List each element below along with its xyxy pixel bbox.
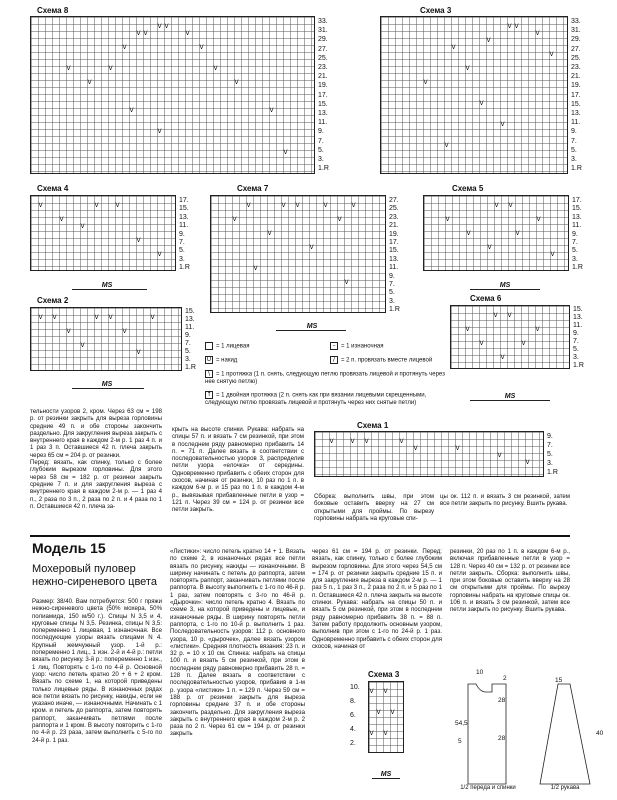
stitch-symbol-icon: V xyxy=(66,328,71,335)
s5-row-label: 9. xyxy=(572,230,578,238)
stitch-symbol-icon: V xyxy=(423,79,428,86)
s4-row-label: 3. xyxy=(179,255,185,263)
s8-row-label: 3. xyxy=(318,156,324,163)
stitch-symbol-icon: V xyxy=(157,128,162,135)
stitch-symbol-icon: V xyxy=(535,30,540,37)
scheme-1-title: Схема 1 xyxy=(357,421,389,430)
s8-row-label: 33. xyxy=(318,18,328,25)
s8-row-label: 31. xyxy=(318,27,328,35)
stitch-symbol-icon: V xyxy=(199,44,204,51)
stitch-symbol-icon: V xyxy=(115,202,120,209)
dim-54-5: 54,5 xyxy=(455,720,468,727)
s2-row-label: 15. xyxy=(185,308,195,315)
k2tog-symbol-icon: / xyxy=(330,356,338,364)
s3-row-label: 33. xyxy=(571,18,581,25)
s4-row-label: 5. xyxy=(179,247,185,255)
s2-row-label: 3. xyxy=(185,356,191,363)
s3-row-label: 27. xyxy=(571,45,581,53)
stitch-symbol-icon: V xyxy=(451,44,456,51)
scheme-5-ms-line xyxy=(470,289,540,290)
scheme-4-ms-line xyxy=(72,289,147,290)
s6-row-label: 11. xyxy=(573,322,583,329)
s3-row-label: 21. xyxy=(571,73,581,81)
stitch-symbol-icon: V xyxy=(521,340,526,347)
stitch-symbol-icon: V xyxy=(508,202,513,209)
s6-row-label: 5. xyxy=(573,346,579,353)
s7-row-label: 9. xyxy=(389,272,395,280)
stitch-symbol-icon: V xyxy=(246,202,251,209)
s7-row-label: 1.R xyxy=(389,306,400,314)
s1-row-label: 7. xyxy=(547,442,553,449)
stitch-symbol-icon: V xyxy=(136,349,141,356)
sleeve-outline xyxy=(540,684,590,784)
stitch-symbol-icon: V xyxy=(59,216,64,223)
bottom-col-2: «Листики»: число петель кратно 14 + 1. Вязать по схеме 2, в изнаночных рядах все петли вязать по рисунку, накиды — изнаночными. В ширину начинать с петель до раппорта, затем повторять раппорт, заканчивать петлями после раппорта. В высоту выполнить с 1-го по 46-й р. 1 раз, затем повторять с 3-го по 46-й р. «Дырочки»: число петель кратно 4. Вязать по схеме 3, на которой приведены и лицевые, и изнаночные ряды. В ширину повторять петли раппорта, с 1-го по 10-й р. выполнить 1 раз. Последовательность узоров: 112 р. основного узора, 10 р. «дырочек», далее вязать узором «листики». Средняя плотность вязания: 23 п. и 32 р. = 10 х 10 см. Спинка: набрать на спицы 100 п. и вязать 5 см резинкой, при этом в последнем ряду равномерно прибавить 28 п. = 128 п. Далее вязать в соответствии с последовательностью узоров, прибавив в 1-м р. узора «листики» 1 п. = 129 п. Через 59 см = 188 р. от резинки закрыть для выреза горловины средние 37 п. и обе стороны закончить раздельно. Для закругления выреза закрыть с внутреннего края в каждом 2-м р. 2 раза по 2 п. Через 61 см = 194 р. от резинки закрыть xyxy=(170,548,305,738)
stitch-symbol-icon: V xyxy=(486,37,491,44)
s8-row-label: 19. xyxy=(318,82,328,90)
scheme-3b-ms-line xyxy=(372,778,400,779)
stitch-symbol-icon: V xyxy=(390,709,395,716)
s4-row-label: 13. xyxy=(179,213,189,221)
s3b-row-label: 8. xyxy=(350,698,356,705)
s5-row-label: 13. xyxy=(572,213,582,221)
s2-row-label: 9. xyxy=(185,332,191,339)
stitch-symbol-icon: V xyxy=(94,202,99,209)
legend-double-slip: ↑ = 1 двойная протяжка (2 п. снять как при вязании лицевыми скрещенными, следующую петлю провязать лицевой и протянуть через них снятые петли) xyxy=(205,391,427,406)
stitch-symbol-icon: V xyxy=(232,216,237,223)
stitch-symbol-icon: V xyxy=(479,340,484,347)
stitch-symbol-icon: V xyxy=(281,202,286,209)
stitch-symbol-icon: V xyxy=(369,730,374,737)
stitch-symbol-icon: V xyxy=(376,709,381,716)
dim-2: 2 xyxy=(503,675,507,682)
dim-5: 5 xyxy=(458,738,462,745)
s6-row-label: 3. xyxy=(573,354,579,361)
s3-row-label: 13. xyxy=(571,110,581,117)
s3-row-label: 7. xyxy=(571,137,577,145)
scheme-3b-ms: MS xyxy=(380,771,392,778)
s6-row-label: 15. xyxy=(573,306,583,313)
stitch-symbol-icon: V xyxy=(525,459,530,466)
garment-schematic xyxy=(440,658,610,798)
legend-purl: – = 1 изнаночная xyxy=(330,342,450,351)
s3-row-label: 29. xyxy=(571,36,581,44)
dim-10: 10 xyxy=(476,669,484,676)
s2-row-label: 13. xyxy=(185,316,195,323)
stitch-symbol-icon: V xyxy=(383,688,388,695)
stitch-symbol-icon: V xyxy=(129,107,134,114)
stitch-symbol-icon: V xyxy=(108,314,113,321)
stitch-symbol-icon: V xyxy=(344,279,349,286)
stitch-symbol-icon: V xyxy=(80,223,85,230)
stitch-symbol-icon: V xyxy=(500,121,505,128)
s5-row-label: 5. xyxy=(572,247,578,255)
label-front-back: 1/2 переда и спинки xyxy=(460,785,516,791)
scheme-8-grid xyxy=(30,16,315,174)
stitch-symbol-icon: V xyxy=(38,202,43,209)
stitch-symbol-icon: V xyxy=(269,107,274,114)
scheme-2-ms-line xyxy=(72,388,144,389)
scheme-6-title: Схема 6 xyxy=(470,294,502,303)
s8-row-label: 7. xyxy=(318,137,324,145)
dim-28-b: 28 xyxy=(498,735,506,742)
text-col-1: тельности узоров 2, кром. Через 63 см = 198 р. от резинки закрыть для выреза горловины средние 49 п. и обе стороны закончить раздельно. Для закругления выреза закрыть с внутреннего края в каждом 2-м р. 1 раз 4 п. и 1 раз 3 п. Оставшиеся 42 п. плеча закрыть через 65 см = 204 р. от резинки. Перед: вязать, как спинку, только с более глубоким вырезом горловины. Для этого через 58 см = 182 р. от резинки закрыть средние 7 п. и для закругления выреза с внутреннего края в каждом 2-м р. — 1 раз 4 п., 2 раза по 3 п., 2 раза по 2 п. и 4 раза по 1 п. Оставшиеся 42 п. плеча за- xyxy=(30,408,162,510)
bottom-col-3: через 61 см = 194 р. от резинки. Перед: вязать, как спинку, только с более глубоким вырезом горловины. Для этого через 54,5 см = 174 р. от резинки закрыть средние 15 п. и для закругления выреза в каждом 2-м р. — 1 раз 5 п., 1 раз 3 п., 2 раза по 2 п. и 5 раз по 1 п. Оставшиеся 42 п. плеча закрыть на высоте спинки. Рукава: набрать на спицы 50 п. и вязать 5 см резинкой, при этом в последнем ряду равномерно прибавить 38 п. = 88 п. Затем работу продолжить основным узором, выполнив при этом с 1-го по 24-й р. 1 раз. Одновременно прибавить с обеих сторон для скосов, начиная от xyxy=(312,548,442,650)
s8-row-label: 27. xyxy=(318,45,328,53)
stitch-symbol-icon: V xyxy=(80,342,85,349)
s7-row-label: 3. xyxy=(389,297,395,305)
dim-40: 40 xyxy=(596,730,604,737)
s3b-row-label: 10. xyxy=(350,684,360,691)
stitch-symbol-icon: V xyxy=(369,688,374,695)
stitch-symbol-icon: V xyxy=(444,142,449,149)
stitch-symbol-icon: V xyxy=(309,244,314,251)
s8-row-label: 29. xyxy=(318,36,328,44)
stitch-symbol-icon: V xyxy=(507,312,512,319)
s5-row-label: 3. xyxy=(572,255,578,263)
dim-15: 15 xyxy=(555,677,563,684)
stitch-symbol-icon: V xyxy=(479,100,484,107)
s7-row-label: 27. xyxy=(389,197,399,204)
s8-row-label: 13. xyxy=(318,110,328,117)
stitch-symbol-icon: V xyxy=(329,438,334,445)
s5-row-label: 11. xyxy=(572,222,582,230)
scheme-7-ms-line xyxy=(276,330,346,331)
stitch-symbol-icon: V xyxy=(500,354,505,361)
s6-row-label: 7. xyxy=(573,338,579,345)
stitch-symbol-icon: V xyxy=(549,51,554,58)
bottom-col-1: Размер: 38/40. Вам потребуется: 500 г пряжи нежно-сиреневого цвета (50% мохера, 50% полиамида, 150 м/50 г.). Спицы N 3,5 и 4, круговые спицы N 3,5. Резинка, спицы N 3,5: попеременно 1 лицевая, 1 изнаночная. Все последующие узоры вязать спицами N 4. Крупный жемчужный узор. 1-й р.: попеременно 1 лиц., 1 изн. 2-й и 4-й р.: петли вязать по рисунку. 3-й р.: попеременно 1 изн., 1 лиц. Повторять с 1-го по 4-й р. Основной узор: число петель кратно 20 + 6 + 2 кром. Вязать по схеме 1, на которой приведены только лицевые ряды. В изнаночных рядах все петли вязать по рисунку, накиды, если не указано иначе, — изнаночными. Начинать с 1 кром. и петель до раппорта, затем повторять раппорт, заканчивать петлями после раппорта и 1 кром. В высоту повторить с 1-го по 4-й р. 23 раза, затем выполнить с 5-го по 24-й р. 1 раз. xyxy=(32,598,162,744)
stitch-symbol-icon: V xyxy=(515,230,520,237)
scheme-2-title: Схема 2 xyxy=(37,296,69,305)
s3-row-label: 15. xyxy=(571,100,581,108)
model-subtitle: Мохеровый пуловер нежно-сиреневого цвета xyxy=(32,563,157,588)
dim-28-a: 28 xyxy=(498,697,506,704)
stitch-symbol-icon: V xyxy=(493,312,498,319)
scheme-2-ms: MS xyxy=(101,381,113,388)
stitch-symbol-icon: V xyxy=(164,23,169,30)
s3b-row-label: 4. xyxy=(350,726,356,733)
s7-row-label: 15. xyxy=(389,247,399,255)
s3-row-label: 19. xyxy=(571,82,581,90)
s6-row-label: 13. xyxy=(573,314,583,321)
stitch-symbol-icon: V xyxy=(494,202,499,209)
stitch-symbol-icon: V xyxy=(413,445,418,452)
s3-row-label: 31. xyxy=(571,27,581,35)
stitch-symbol-icon: V xyxy=(465,65,470,72)
s1-row-label: 5. xyxy=(547,451,553,458)
model-title: Модель 15 xyxy=(32,540,106,556)
text-col-4: цы ок. 112 п. и вязать 3 см резинкой, затем все петли закрыть по рисунку. Вшить рукава. xyxy=(440,493,570,508)
s2-row-label: 11. xyxy=(185,324,195,331)
stitch-symbol-icon: V xyxy=(122,328,127,335)
stitch-symbol-icon: V xyxy=(253,265,258,272)
stitch-symbol-icon: V xyxy=(455,445,460,452)
stitch-symbol-icon: V xyxy=(52,314,57,321)
s6-row-label: 9. xyxy=(573,330,579,337)
s8-row-label: 5. xyxy=(318,146,324,154)
stitch-symbol-icon: V xyxy=(283,149,288,156)
stitch-symbol-icon: V xyxy=(94,314,99,321)
legend-slip: \ = 1 протяжка (1 п. снять, следующую петлю провязать лицевой и протянуть через нее снятую петлю) xyxy=(205,370,445,385)
stitch-symbol-icon: V xyxy=(364,438,369,445)
s1-row-label: 3. xyxy=(547,460,553,467)
s7-row-label: 25. xyxy=(389,205,399,213)
s2-row-label: 5. xyxy=(185,348,191,355)
s8-row-label: 15. xyxy=(318,100,328,108)
scheme-6-ms: MS xyxy=(504,393,516,400)
s7-row-label: 19. xyxy=(389,230,399,238)
scheme-7-title: Схема 7 xyxy=(237,184,269,193)
scheme-3-title: Схема 3 xyxy=(420,6,452,15)
text-col-2: крыть на высоте спинки. Рукава: набрать на спицы 57 п. и вязать 7 см резинкой, при этом в последнем ряду равномерно прибавить 14 п. = 71 п. Далее вязать в соответствии с последовательностью узоров 3, распределив петли узора «елочка» от середины. Одновременно прибавить с обеих сторон для скосов, начиная от резинки, 10 раз по 1 п. в каждом 6-м р. и 15 раз по 1 п. в каждом 4-м р., вывязывая прибавленные петли в узор = 121 п. Через 39 см = 124 р. от резинки все петли закрыть. xyxy=(172,426,304,514)
stitch-symbol-icon: V xyxy=(150,314,155,321)
scheme-7-ms: MS xyxy=(306,323,318,330)
s7-row-label: 11. xyxy=(389,264,399,272)
stitch-symbol-icon: V xyxy=(550,251,555,258)
stitch-symbol-icon: V xyxy=(350,438,355,445)
purl-symbol-icon: – xyxy=(330,342,338,350)
s7-row-label: 13. xyxy=(389,255,399,263)
stitch-symbol-icon: V xyxy=(295,202,300,209)
scheme-3-grid xyxy=(380,16,568,174)
stitch-symbol-icon: V xyxy=(87,79,92,86)
label-sleeve: 1/2 рукава xyxy=(550,785,580,791)
stitch-symbol-icon: V xyxy=(351,202,356,209)
stitch-symbol-icon: V xyxy=(66,65,71,72)
stitch-symbol-icon: V xyxy=(497,452,502,459)
stitch-symbol-icon: V xyxy=(445,216,450,223)
s8-row-label: 9. xyxy=(318,128,324,136)
s4-row-label: 9. xyxy=(179,230,185,238)
scheme-5-ms: MS xyxy=(499,282,511,289)
s3-row-label: 11. xyxy=(571,119,581,127)
scheme-8-title: Схема 8 xyxy=(37,6,69,15)
s7-row-label: 5. xyxy=(389,289,395,297)
stitch-symbol-icon: V xyxy=(267,230,272,237)
stitch-symbol-icon: V xyxy=(507,23,512,30)
double-slip-symbol-icon: ↑ xyxy=(206,391,212,398)
legend-k2tog: / = 2 п. провязать вместе лицевой xyxy=(330,356,455,365)
scheme-3b-title: Схема 3 xyxy=(368,670,400,679)
s3-row-label: 9. xyxy=(571,128,577,136)
s1-row-label: 9. xyxy=(547,433,553,440)
stitch-symbol-icon: V xyxy=(234,79,239,86)
s3b-row-label: 2. xyxy=(350,740,356,747)
stitch-symbol-icon: V xyxy=(143,30,148,37)
stitch-symbol-icon: V xyxy=(323,202,328,209)
s1-row-label: 1.R xyxy=(547,469,558,476)
s5-row-label: 17. xyxy=(572,197,582,204)
s3-row-label: 1.R xyxy=(571,165,582,173)
s8-row-label: 1.R xyxy=(318,165,329,173)
scheme-5-title: Схема 5 xyxy=(452,184,484,193)
stitch-symbol-icon: V xyxy=(514,23,519,30)
s8-row-label: 25. xyxy=(318,54,328,62)
s3-row-label: 3. xyxy=(571,156,577,163)
stitch-symbol-icon: V xyxy=(213,65,218,72)
stitch-symbol-icon: V xyxy=(399,438,404,445)
s8-row-label: 21. xyxy=(318,73,328,81)
scheme-6-ms-line xyxy=(470,400,550,401)
stitch-symbol-icon: V xyxy=(466,230,471,237)
s8-row-label: 11. xyxy=(318,119,328,127)
text-col-3: Сборка: выполнить швы, при этом боковые оставить вверху на 27 см открытыми для проймы. По вырезу горловины набрать на круговые спи- xyxy=(314,493,434,522)
s8-row-label: 17. xyxy=(318,91,328,99)
legend-yarn-over: U = накид xyxy=(206,356,238,364)
section-divider xyxy=(30,535,570,537)
stitch-symbol-icon: V xyxy=(185,30,190,37)
legend-knit: = 1 лицевая xyxy=(205,342,315,351)
s4-row-label: 15. xyxy=(179,205,189,213)
s3-row-label: 23. xyxy=(571,64,581,71)
stitch-symbol-icon: V xyxy=(535,326,540,333)
stitch-symbol-icon: V xyxy=(383,730,388,737)
scheme-4-ms: MS xyxy=(101,282,113,289)
stitch-symbol-icon: V xyxy=(536,216,541,223)
s7-row-label: 17. xyxy=(389,239,399,246)
slip-symbol-icon: \ xyxy=(205,370,213,378)
yarn-over-symbol-icon: U xyxy=(206,356,212,363)
s7-row-label: 23. xyxy=(389,213,399,221)
scheme-7-grid xyxy=(210,195,386,313)
s3-row-label: 25. xyxy=(571,54,581,62)
stitch-symbol-icon: V xyxy=(157,23,162,30)
s3-row-label: 17. xyxy=(571,91,581,99)
s6-row-label: 1.R xyxy=(573,362,584,369)
s4-row-label: 11. xyxy=(179,222,189,230)
stitch-symbol-icon: V xyxy=(38,314,43,321)
stitch-symbol-icon: V xyxy=(487,244,492,251)
knit-symbol-icon xyxy=(205,342,213,350)
s3-row-label: 5. xyxy=(571,146,577,154)
s2-row-label: 1.R xyxy=(185,364,196,371)
scheme-4-title: Схема 4 xyxy=(37,184,69,193)
stitch-symbol-icon: V xyxy=(337,216,342,223)
s5-row-label: 1.R xyxy=(572,264,583,272)
stitch-symbol-icon: V xyxy=(108,65,113,72)
s3b-row-label: 6. xyxy=(350,712,356,719)
stitch-symbol-icon: V xyxy=(157,251,162,258)
s4-row-label: 17. xyxy=(179,197,189,204)
s2-row-label: 7. xyxy=(185,340,191,347)
scheme-4-grid xyxy=(30,195,176,271)
s7-row-label: 7. xyxy=(389,281,395,288)
s5-row-label: 15. xyxy=(572,205,582,213)
s5-row-label: 7. xyxy=(572,239,578,246)
s4-row-label: 1.R xyxy=(179,264,190,272)
stitch-symbol-icon: V xyxy=(136,237,141,244)
s7-row-label: 21. xyxy=(389,222,399,230)
stitch-symbol-icon: V xyxy=(122,44,127,51)
stitch-symbol-icon: V xyxy=(465,326,470,333)
stitch-symbol-icon: V xyxy=(136,30,141,37)
s4-row-label: 7. xyxy=(179,239,185,246)
bottom-col-4: резинки, 20 раз по 1 п. в каждом 6-м р., включая прибавленные петли в узор = 128 п. Через 40 см = 132 р. от резинки все петли закрыть. Сборка: выполнить швы, при этом боковые оставить вверху на 28 см открытыми для проймы. По вырезу горловины набрать на круговые спицы ок. 106 п. и вязать 3 см резинкой, затем все петли закрыть по рисунку. Вшить рукава. xyxy=(450,548,570,614)
s8-row-label: 23. xyxy=(318,64,328,71)
